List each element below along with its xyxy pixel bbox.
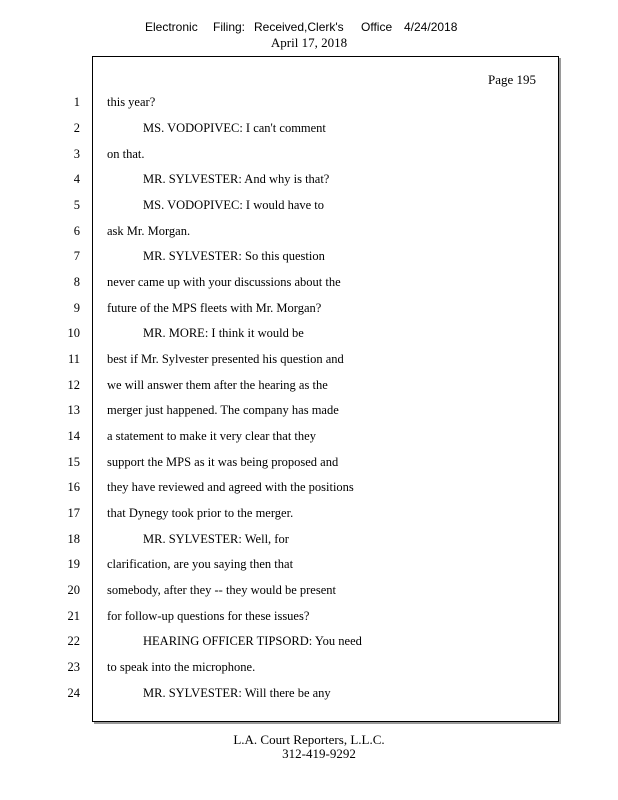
transcript-line bbox=[0, 429, 618, 449]
line-text: ask Mr. Morgan. bbox=[107, 224, 191, 238]
transcript-line bbox=[0, 609, 618, 629]
transcript-line bbox=[0, 634, 618, 654]
line-text: merger just happened. The company has made bbox=[107, 403, 339, 417]
line-number: 16 bbox=[67, 480, 80, 494]
line-text: a statement to make it very clear that they bbox=[107, 429, 316, 443]
line-text: MR. SYLVESTER: Well, for bbox=[143, 532, 289, 546]
transcript-line bbox=[0, 301, 618, 321]
line-number: 23 bbox=[67, 660, 80, 674]
transcript-line bbox=[0, 275, 618, 295]
line-text: HEARING OFFICER TIPSORD: You need bbox=[143, 634, 362, 648]
line-number: 13 bbox=[67, 403, 80, 417]
line-number: 6 bbox=[73, 224, 80, 238]
line-text: future of the MPS fleets with Mr. Morgan? bbox=[107, 301, 322, 315]
line-text: never came up with your discussions about the bbox=[107, 275, 341, 289]
transcript-line bbox=[0, 557, 618, 577]
line-number: 14 bbox=[67, 429, 80, 443]
line-text: MR. SYLVESTER: Will there be any bbox=[143, 686, 331, 700]
transcript-line bbox=[0, 480, 618, 500]
transcript-line bbox=[0, 172, 618, 192]
line-text: best if Mr. Sylvester presented his question and bbox=[107, 352, 344, 366]
line-text: MS. VODOPIVEC: I can't comment bbox=[143, 121, 326, 135]
filing-stamp-date: 4/24/2018 bbox=[404, 20, 458, 34]
page-number: Page 195 bbox=[487, 72, 536, 87]
court-reporter-phone: 312-419-9292 bbox=[282, 746, 356, 761]
line-text: for follow-up questions for these issues? bbox=[107, 609, 310, 623]
line-text: MR. SYLVESTER: And why is that? bbox=[143, 172, 330, 186]
line-text: somebody, after they -- they would be present bbox=[107, 583, 336, 597]
line-number: 21 bbox=[67, 609, 80, 623]
line-number: 22 bbox=[67, 634, 80, 648]
hearing-date: April 17, 2018 bbox=[270, 35, 348, 50]
line-number: 11 bbox=[67, 352, 80, 366]
line-number: 24 bbox=[67, 686, 80, 700]
transcript-line bbox=[0, 198, 618, 218]
line-number: 1 bbox=[73, 95, 80, 109]
line-number: 2 bbox=[73, 121, 80, 135]
line-number: 10 bbox=[67, 326, 80, 340]
transcript-line bbox=[0, 532, 618, 552]
line-number: 7 bbox=[73, 249, 80, 263]
line-text: support the MPS as it was being proposed and bbox=[107, 455, 339, 469]
line-number: 17 bbox=[67, 506, 80, 520]
line-number: 3 bbox=[73, 147, 80, 161]
transcript-line bbox=[0, 326, 618, 346]
transcript-line bbox=[0, 686, 618, 706]
line-text: MR. MORE: I think it would be bbox=[143, 326, 304, 340]
transcript-line bbox=[0, 583, 618, 603]
filing-stamp-received-clerks: Received,Clerk's bbox=[254, 20, 344, 34]
line-number: 5 bbox=[73, 198, 80, 212]
line-number: 8 bbox=[73, 275, 80, 289]
line-number: 18 bbox=[67, 532, 80, 546]
line-number: 15 bbox=[67, 455, 80, 469]
transcript-line bbox=[0, 378, 618, 398]
transcript-line bbox=[0, 660, 618, 680]
line-number: 19 bbox=[67, 557, 80, 571]
filing-stamp-electronic: Electronic bbox=[145, 20, 198, 34]
transcript-line bbox=[0, 147, 618, 167]
transcript-line bbox=[0, 403, 618, 423]
transcript-line bbox=[0, 95, 618, 115]
court-reporter-name: L.A. Court Reporters, L.L.C. bbox=[233, 732, 385, 747]
line-text: we will answer them after the hearing as the bbox=[107, 378, 328, 392]
line-text: MS. VODOPIVEC: I would have to bbox=[143, 198, 325, 212]
line-text: clarification, are you saying then that bbox=[107, 557, 294, 571]
line-text: to speak into the microphone. bbox=[107, 660, 256, 674]
line-text: MR. SYLVESTER: So this question bbox=[143, 249, 325, 263]
transcript-line bbox=[0, 506, 618, 526]
filing-stamp-office: Office bbox=[361, 20, 393, 34]
line-number: 4 bbox=[73, 172, 80, 186]
line-number: 9 bbox=[73, 301, 80, 315]
line-text: that Dynegy took prior to the merger. bbox=[107, 506, 294, 520]
transcript-line bbox=[0, 249, 618, 269]
transcript-line bbox=[0, 352, 618, 372]
transcript-line bbox=[0, 455, 618, 475]
filing-stamp-filing: Filing: bbox=[213, 20, 246, 34]
line-text: on that. bbox=[107, 147, 145, 161]
line-text: this year? bbox=[107, 95, 156, 109]
transcript-line bbox=[0, 224, 618, 244]
transcript-line bbox=[0, 121, 618, 141]
line-text: they have reviewed and agreed with the positions bbox=[107, 480, 354, 494]
line-number: 20 bbox=[67, 583, 80, 597]
line-number: 12 bbox=[67, 378, 80, 392]
